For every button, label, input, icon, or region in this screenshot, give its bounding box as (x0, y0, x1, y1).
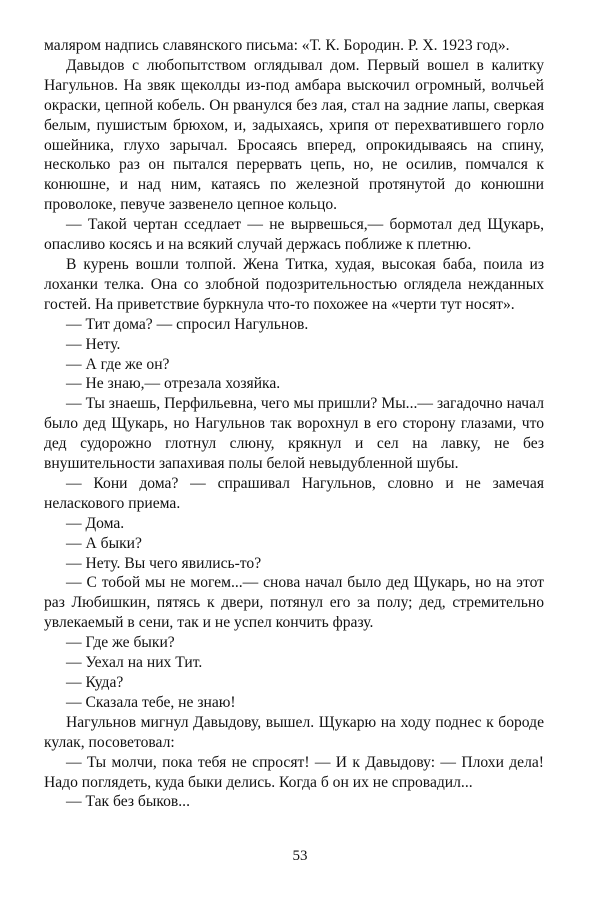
paragraph: — А где же он? (66, 355, 170, 373)
paragraph: Нагульнов мигнул Давыдову, вышел. Щукарю на ходу поднес к бороде кулак, посоветовал: (44, 713, 544, 751)
paragraph: — Ты молчи, пока тебя не спросят! — И к Давыдову: — Плохи дела! Надо поглядеть, куда быки делись. Когда б он их не спровадил... (44, 753, 544, 791)
paragraph: — С тобой мы не могем...— снова начал было дед Щукарь, но на этот раз Любишкин, пятясь к двери, потянул его за полу; дед, стремительно увлекаемый в сени, так и не успел кончить фразу. (44, 574, 544, 632)
paragraph: — Уехал на них Тит. (66, 654, 203, 672)
paragraph: — Кони дома? — спрашивал Нагульнов, словно и не замечая неласкового приема. (44, 474, 544, 512)
paragraph: — Нету. (66, 335, 121, 353)
paragraph: — А быки? (66, 534, 142, 552)
paragraph: В курень вошли толпой. Жена Титка, худая, высокая баба, поила из лоханки телка. Она со злобной подозрительностью оглядела нежданных гостей. На приветствие буркнула что-то похожее на «черти тут носят». (44, 255, 544, 313)
paragraph: — Дома. (66, 514, 125, 532)
page-body (44, 36, 544, 812)
paragraph: — Тит дома? — спросил Нагульнов. (66, 315, 309, 333)
paragraph: — Где же быки? (66, 634, 175, 652)
paragraph: — Ты знаешь, Перфильевна, чего мы пришли? Мы...— загадочно начал было дед Щукарь, но Нагульнов так ворохнул в его сторону глазами, что дед судорожно глотнул слюну, крякнул и сел на лавку, не без внушительности запахивая полы белой невыдубленной шубы. (44, 395, 544, 473)
paragraph: — Так без быков... (66, 793, 190, 811)
paragraph: — Куда? (66, 674, 124, 691)
page-number: 53 (292, 848, 308, 864)
paragraph: — Нету. Вы чего явились-то? (66, 554, 262, 572)
paragraph: — Сказала тебе, не знаю! (66, 693, 236, 711)
paragraph: — Такой чертан сседлает — не вырвешься,— бормотал дед Щукарь, опасливо косясь и на всякий случай держась поближе к плетню. (44, 216, 544, 254)
paragraph: — Не знаю,— отрезала хозяйка. (66, 375, 281, 393)
paragraph: маляром надпись славянского письма: «Т. К. Бородин. Р. Х. 1923 год». (44, 37, 510, 54)
paragraph: Давыдов с любопытством оглядывал дом. Первый вошел в калитку Нагульнов. На звяк щеколды из-под амбара выскочил огромный, волчьей окраски, цепной кобель. Он рванулся без лая, стал на задние лапы, сверкая белым, пушистым брюхом, и, задыхаясь, хрипя от перехватившего горло ошейника, глухо зарычал. Бросаясь вперед, опрокидываясь на спину, несколько раз он пытался перервать цепь, но, не осилив, помчался к конюшне, и над ним, катаясь по железной протянутой до конюшни проволоке, певуче зазвенело цепное кольцо. (44, 56, 544, 214)
